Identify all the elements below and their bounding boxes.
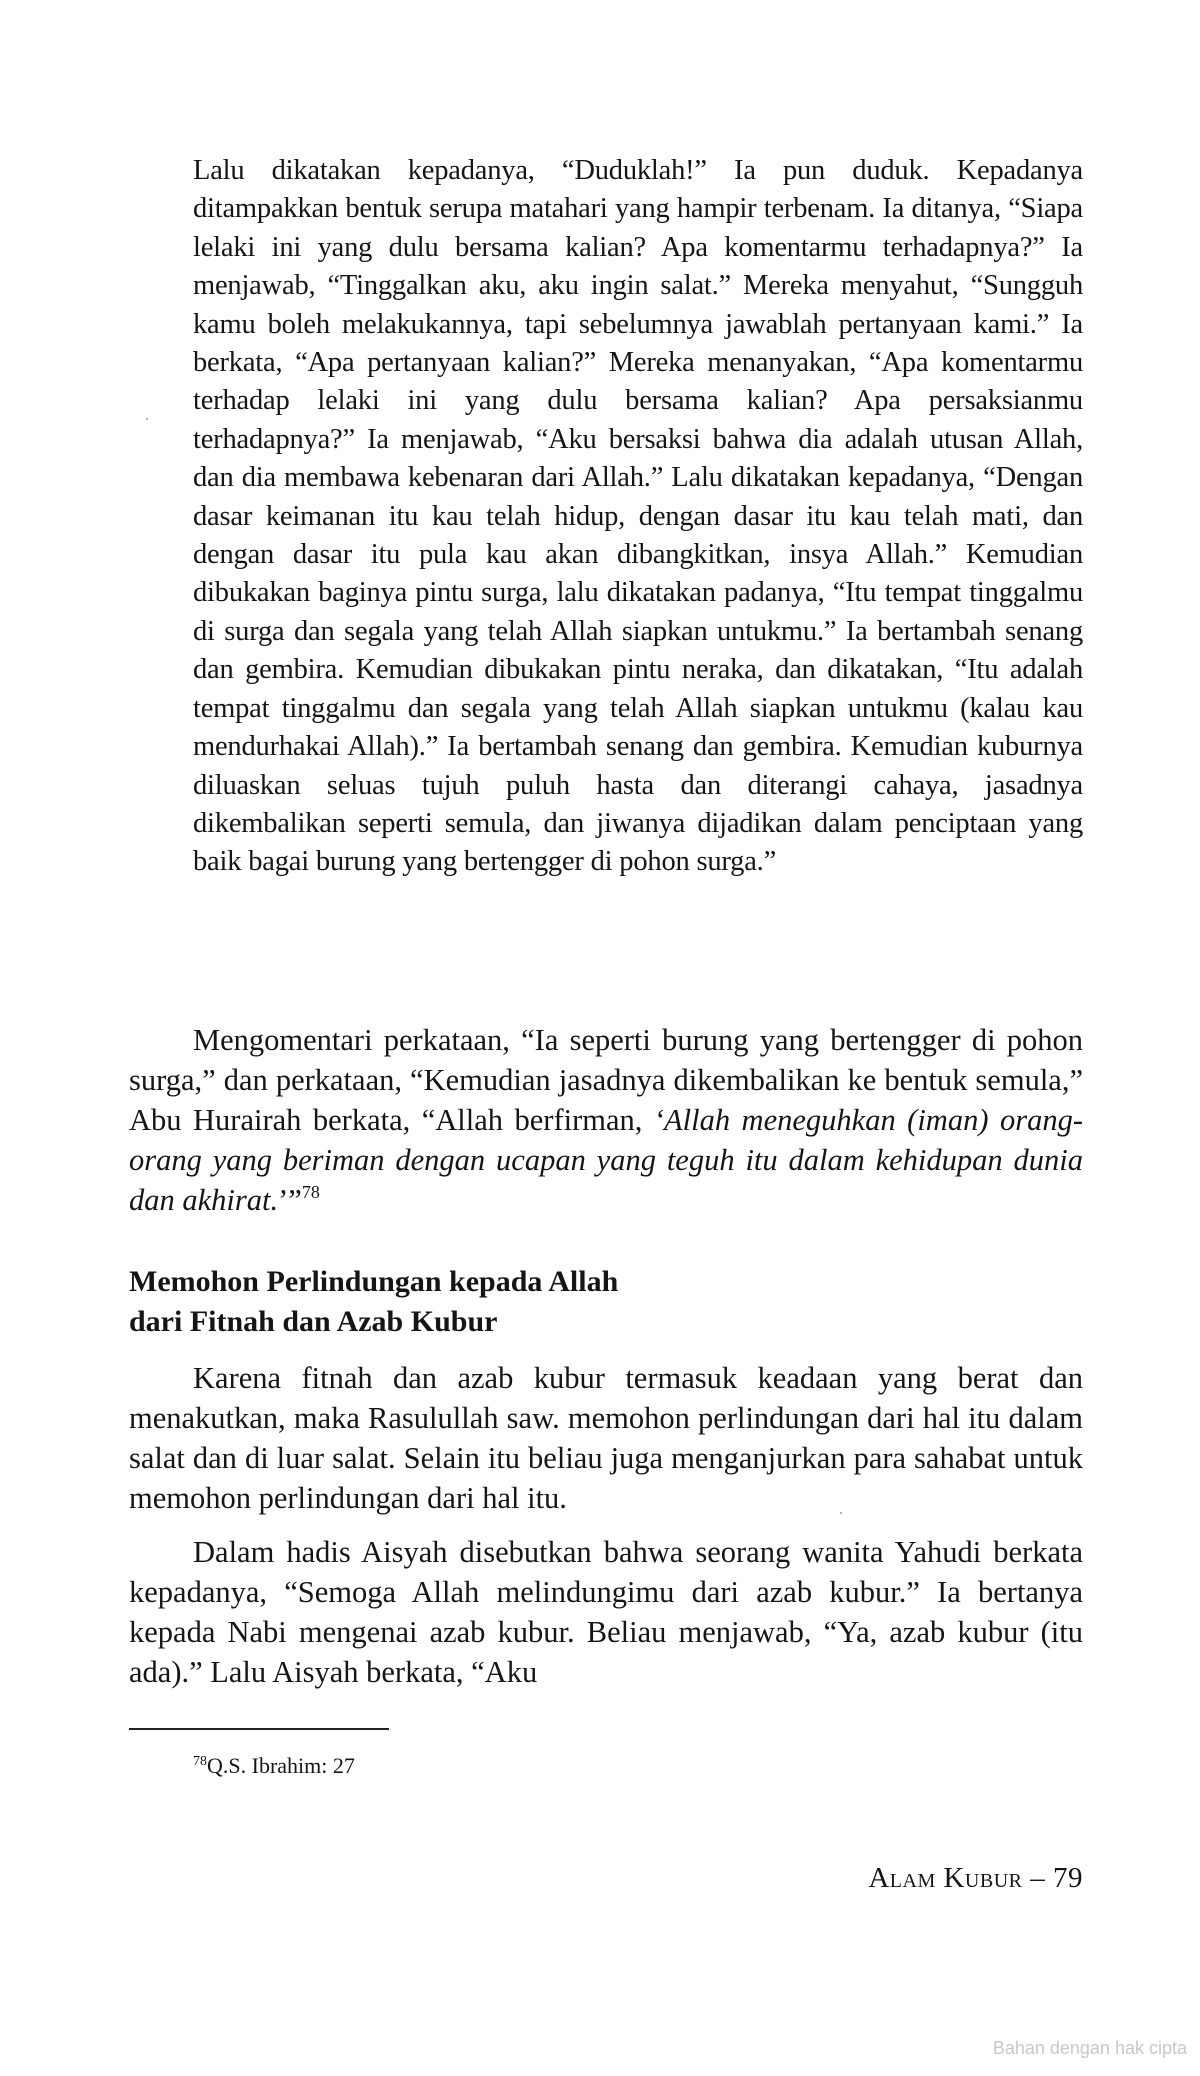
commentary-block [129, 1020, 1083, 1220]
section-body [129, 1358, 1083, 1692]
section-heading-line-1: Memohon Perlindungan kepada Allah [129, 1265, 619, 1298]
footnote-reference[interactable]: 78 [301, 1182, 320, 1202]
commentary-closing-quote: ’” [278, 1183, 302, 1217]
quran-verse-italic: ‘Allah meneguhkan (iman) orang-orang yang beriman dengan ucapan yang teguh itu dalam kehidupan dunia dan akhirat. [129, 1103, 1083, 1217]
scan-speck [840, 1512, 842, 1514]
running-footer [868, 1860, 1083, 1896]
quote-paragraph: Lalu dikatakan kepadanya, “Duduklah!” Ia pun duduk. Kepadanya ditampakkan bentuk serupa matahari yang hampir terbenam. Ia ditanya, “Siapa lelaki ini yang dulu bersama kalian? Apa komentarmu terhadapnya?” Ia menjawab, “Tinggalkan aku, aku ingin salat.” Mereka menyahut, “Sungguh kamu boleh melakukannya, tapi sebelumnya jawablah pertanyaan kami.” Ia berkata, “Apa pertanyaan kalian?” Mereka menanyakan, “Apa komentarmu terhadap lelaki ini yang dulu bersama kalian? Apa persaksianmu terhadapnya?” Ia menjawab, “Aku bersaksi bahwa dia adalah utusan Allah, dan dia membawa kebenaran dari Allah.” Lalu dikatakan kepadanya, “Dengan dasar keimanan itu kau telah hidup, dengan dasar itu kau telah mati, dan dengan dasar itu pula kau akan dibangkitkan, insya Allah.” Kemudian dibukakan baginya pintu surga, lalu dikatakan padanya, “Itu tempat tinggalmu di surga dan segala yang telah Allah siapkan untukmu.” Ia bertambah senang dan gembira. Kemudian dibukakan pintu neraka, dan dikatakan, “Itu adalah tempat tinggalmu dan segala yang telah Allah siapkan untukmu (kalau kau mendurhakai Allah).” Ia bertambah senang dan gembira. Kemudian kuburnya diluaskan seluas tujuh puluh hasta dan diterangi cahaya, jasadnya dikembalikan seperti semula, dan jiwanya dijadikan dalam penciptaan yang baik bagai burung yang bertengger di pohon surga.” [193, 155, 1083, 878]
footnote [193, 1752, 355, 1780]
section-paragraph-2: Dalam hadis Aisyah disebutkan bahwa seorang wanita Yahudi berkata kepadanya, “Semoga Allah melindungimu dari azab kubur.” Ia bertanya kepada Nabi mengenai azab kubur. Beliau menjawab, “Ya, azab kubur (itu ada).” Lalu Aisyah berkata, “Aku [129, 1535, 1083, 1689]
scan-speck [146, 418, 148, 420]
section-heading [129, 1262, 1083, 1342]
footnote-text: Q.S. Ibrahim: 27 [207, 1753, 355, 1778]
copyright-watermark: Bahan dengan hak cipta [992, 2038, 1187, 2058]
section-paragraph-1: Karena fitnah dan azab kubur termasuk keadaan yang berat dan menakutkan, maka Rasulullah saw. memohon perlindungan dari hal itu dalam salat dan di luar salat. Selain itu beliau juga menganjurkan para sahabat untuk memohon perlindungan dari hal itu. [129, 1361, 1083, 1515]
commentary-lead: Mengomentari perkataan, “Ia seperti burung yang bertengger di pohon surga,” dan perkataan, “Kemudian jasadnya dikembalikan ke bentuk semula,” Abu Hurairah berkata, “Allah berfirman, [129, 1023, 1083, 1137]
footer-separator: – [1022, 1862, 1053, 1894]
footnote-number: 78 [193, 1754, 207, 1769]
footnote-divider [129, 1728, 389, 1730]
hadith-quote-block [193, 152, 1083, 882]
section-heading-line-2: dari Fitnah dan Azab Kubur [129, 1305, 498, 1338]
commentary-paragraph [129, 1020, 1083, 1220]
page-number: 79 [1053, 1862, 1083, 1894]
running-title: Alam Kubur [868, 1862, 1023, 1894]
